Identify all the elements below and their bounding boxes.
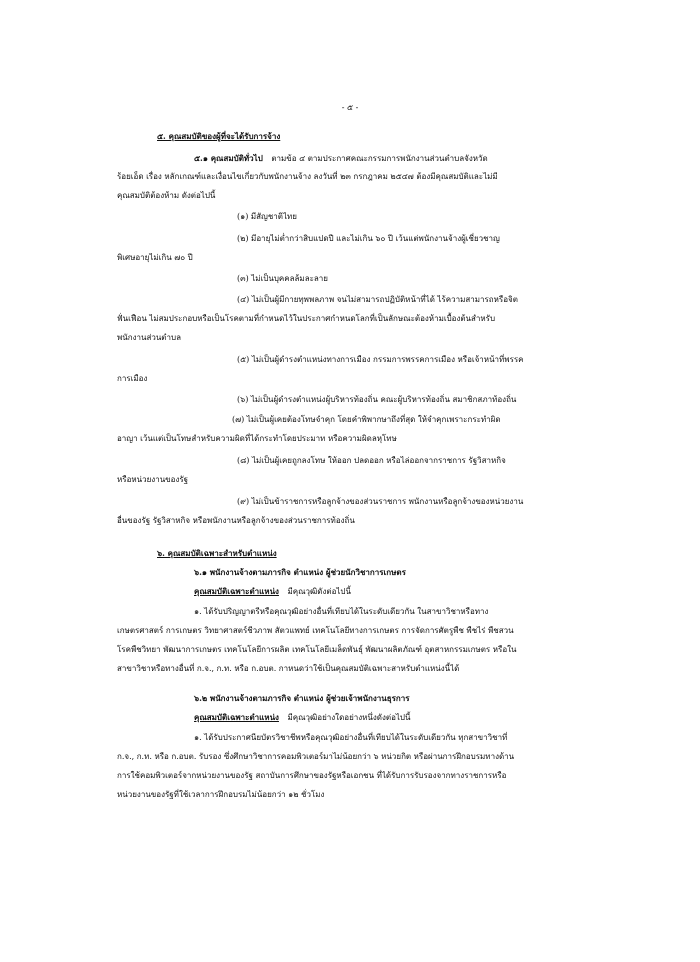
qualification-item-4-line1: (๔) ไม่เป็นผู้มีกายทุพพลภาพ จนไม่สามารถปฏิบัติหน้าที่ได้ ไร้ความสามารถหรือจิต	[237, 295, 518, 304]
qualification-item-9-line1: (๙) ไม่เป็นข้าราชการหรือลูกจ้างของส่วนราชการ พนักงานหรือลูกจ้างของหน่วยงาน	[237, 497, 524, 506]
section-6-2-qualification-label: คุณสมบัติเฉพาะตำแหน่ง	[194, 712, 279, 722]
section-6-2-para-line4: หน่วยงานของรัฐที่ใช้เวลาการฝึกอบรมไม่น้อยกว่า ๑๒ ชั่วโมง	[117, 790, 325, 799]
section-6-2-qualification-line	[194, 709, 700, 726]
qualification-item-9-line2: อื่นของรัฐ รัฐวิสาหกิจ หรือพนักงานหรือลูกจ้างของส่วนราชการท้องถิ่น	[117, 516, 355, 525]
section-6-heading: ๖. คุณสมบัติเฉพาะสำหรับตำแหน่ง	[157, 548, 277, 558]
section-5-1-line2: ร้อยเอ็ด เรื่อง หลักเกณฑ์และเงื่อนไขเกี่ยวกับพนักงานจ้าง ลงวันที่ ๒๓ กรกฎาคม ๒๕๔๗ ต้องมีคุณสมบัติและไม่มี	[117, 172, 498, 181]
qualification-item-1: (๑) มีสัญชาติไทย	[237, 212, 297, 221]
qualification-item-5-line1: (๕) ไม่เป็นผู้ดำรงตำแหน่งทางการเมือง กรรมการพรรคการเมือง หรือเจ้าหน้าที่พรรค	[237, 355, 524, 364]
section-6-2-title: ๖.๒ พนักงานจ้างตามภารกิจ ตำแหน่ง ผู้ช่วยเจ้าพนักงานธุรการ	[194, 693, 410, 703]
section-6-1-qualification-label: คุณสมบัติเฉพาะตำแหน่ง	[194, 586, 279, 596]
qualification-item-8-line2: หรือหน่วยงานของรัฐ	[117, 475, 189, 484]
section-6-1-para-line1: ๑. ได้รับปริญญาตรีหรือคุณวุฒิอย่างอื่นที่เทียบได้ในระดับเดียวกัน ในสาขาวิชาหรือทาง	[194, 607, 489, 616]
section-6-1-qualification-text: มีคุณวุฒิดังต่อไปนี้	[287, 587, 351, 596]
qualification-item-2-line1: (๒) มีอายุไม่ต่ำกว่าสิบแปดปี และไม่เกิน ๖๐ ปี เว้นแต่พนักงานจ้างผู้เชี่ยวชาญ	[237, 234, 500, 243]
section-5-1-text: ตามข้อ ๔ ตามประกาศคณะกรรมการพนักงานส่วนตำบลจังหวัด	[271, 154, 488, 163]
section-6-2-qualification-text: มีคุณวุฒิอย่างใดอย่างหนึ่งดังต่อไปนี้	[287, 713, 411, 722]
qualification-item-6: (๖) ไม่เป็นผู้ดำรงตำแหน่งผู้บริหารท้องถิ่น คณะผู้บริหารท้องถิ่น สมาชิกสภาท้องถิ่น	[237, 395, 517, 404]
section-6-2-para-line1: ๑. ได้รับประกาศนียบัตรวิชาชีพหรือคุณวุฒิอย่างอื่นที่เทียบได้ในระดับเดียวกัน ทุกสาขาวิชาที่	[194, 733, 508, 742]
section-5-1-line1	[194, 150, 700, 167]
section-6-2-para-line3: การใช้คอมพิวเตอร์จากหน่วยงานของรัฐ สถาบันการศึกษาของรัฐหรือเอกชน ที่ได้รับการรับรองจากทางราชการหรือ	[117, 771, 507, 780]
section-6-1-para-line4: สาขาวิชาหรือทางอื่นที่ ก.จ., ก.ท. หรือ ก.อบต. กาหนดว่าใช้เป็นคุณสมบัติเฉพาะสาหรับตำแหน่งนี้ได้	[117, 664, 460, 673]
qualification-item-7-line1: (๗) ไม่เป็นผู้เคยต้องโทษจำคุก โดยคำพิพากษาถึงที่สุด ให้จำคุกเพราะกระทำผิด	[232, 415, 501, 424]
section-6-2-para-line2: ก.จ., ก.ท. หรือ ก.อบต. รับรอง ซึ่งศึกษาวิชาการคอมพิวเตอร์มาไม่น้อยกว่า ๖ หน่วยกิต หรือผ่านการฝึกอบรมทางด้าน	[117, 752, 515, 761]
qualification-item-3: (๓) ไม่เป็นบุคคลล้มละลาย	[237, 274, 328, 283]
qualification-item-4-line2: ฟั่นเฟือน ไม่สมประกอบหรือเป็นโรคตามที่กำหนดไว้ในประกาศกำหนดโลกที่เป็นลักษณะต้องห้ามเบื้องต้นสำหรับ	[117, 314, 496, 323]
qualification-item-4-line3: พนักงานส่วนตำบล	[117, 333, 181, 342]
page-number: - ๕ -	[341, 103, 359, 112]
qualification-item-8-line1: (๘) ไม่เป็นผู้เคยถูกลงโทษ ให้ออก ปลดออก หรือไล่ออกจากราชการ รัฐวิสาหกิจ	[237, 456, 506, 465]
section-5-1-line3: คุณสมบัติต้องห้าม ดังต่อไปนี้	[117, 191, 216, 200]
section-6-1-para-line2: เกษตรศาสตร์ การเกษตร วิทยาศาสตร์ชีวภาพ สัตวแพทย์ เทคโนโลยีทางการเกษตร การจัดการศัตรูพืช พืชไร่ พืชสวน	[117, 626, 514, 635]
section-5-1-label: ๕.๑ คุณสมบัติทั่วไป	[194, 153, 263, 163]
qualification-item-2-line2: พิเศษอายุไม่เกิน ๗๐ ปี	[117, 253, 193, 262]
section-5-heading: ๕. คุณสมบัติของผู้ที่จะได้รับการจ้าง	[157, 131, 281, 141]
section-6-1-title: ๖.๑ พนักงานจ้างตามภารกิจ ตำแหน่ง ผู้ช่วยนักวิชาการเกษตร	[194, 567, 406, 577]
section-6-1-para-line3: โรคพืชวิทยา พัฒนาการเกษตร เทคโนโลยีการผลิต เทคโนโลยีเมล็ดพันธุ์ พัฒนาผลิตภัณฑ์ อุตสาหกรรมเกษตร หรือใน	[117, 645, 517, 654]
section-6-1-qualification-line	[194, 583, 700, 600]
qualification-item-7-line2: อาญา เว้นแต่เป็นโทษสำหรับความผิดที่ได้กระทำโดยประมาท หรือความผิดลหุโทษ	[117, 434, 397, 443]
qualification-item-5-line2: การเมือง	[117, 374, 148, 383]
